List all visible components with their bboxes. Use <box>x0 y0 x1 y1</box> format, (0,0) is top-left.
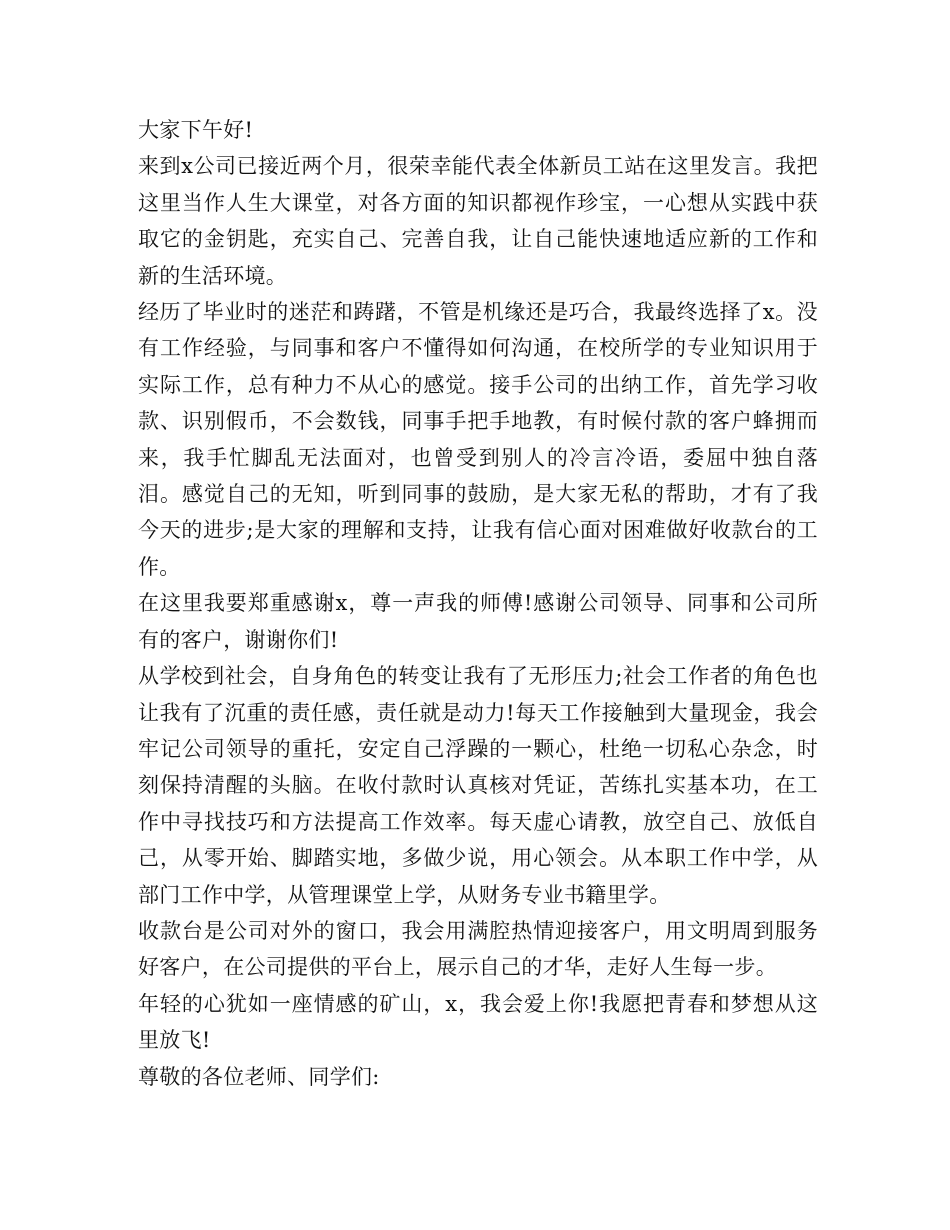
paragraph-responsibility: 从学校到社会，自身角色的转变让我有了无形压力;社会工作者的角色也让我有了沉重的责任感，责任就是动力!每天工作接触到大量现金，我会牢记公司领导的重托，安定自己浮躁的一颗心，杜绝一切私心杂念，时刻保持清醒的头脑。在收付款时认真核对凭证，苦练扎实基本功，在工作中寻找技巧和方法提高工作效率。每天虚心请教，放空自己、放低自己，从零开始、脚踏实地，多做少说，用心领会。从本职工作中学，从部门工作中学，从管理课堂上学，从财务专业书籍里学。 <box>138 664 818 907</box>
paragraph-closing: 年轻的心犹如一座情感的矿山，x，我会爱上你!我愿把青春和梦想从这里放飞! <box>138 991 818 1053</box>
paragraph-introduction: 来到x公司已接近两个月，很荣幸能代表全体新员工站在这里发言。我把这里当作人生大课堂，对各方面的知识都视作珍宝，一心想从实践中获取它的金钥匙，充实自己、完善自我，让自己能快速地适应新的工作和新的生活环境。 <box>138 154 818 288</box>
paragraph-greeting: 大家下午好! <box>138 118 254 142</box>
paragraph-service: 收款台是公司对外的窗口，我会用满腔热情迎接客户，用文明周到服务好客户，在公司提供的平台上，展示自己的才华，走好人生每一步。 <box>138 918 818 980</box>
paragraph-thanks: 在这里我要郑重感谢x，尊一声我的师傅!感谢公司领导、同事和公司所有的客户，谢谢你们! <box>138 591 818 652</box>
paragraph-next-address: 尊敬的各位老师、同学们: <box>138 1064 380 1089</box>
paragraph-experience: 经历了毕业时的迷茫和踌躇，不管是机缘还是巧合，我最终选择了x。没有工作经验，与同事和客户不懂得如何沟通，在校所学的专业知识用于实际工作，总有种力不从心的感觉。接手公司的出纳工作，首先学习收款、识别假币，不会数钱，同事手把手地教，有时候付款的客户蜂拥而来，我手忙脚乱无法面对，也曾受到别人的冷言冷语，委屈中独自落泪。感觉自己的无知，听到同事的鼓励，是大家无私的帮助，才有了我今天的进步;是大家的理解和支持，让我有信心面对困难做好收款台的工作。 <box>138 300 818 579</box>
document-body <box>138 112 818 1095</box>
